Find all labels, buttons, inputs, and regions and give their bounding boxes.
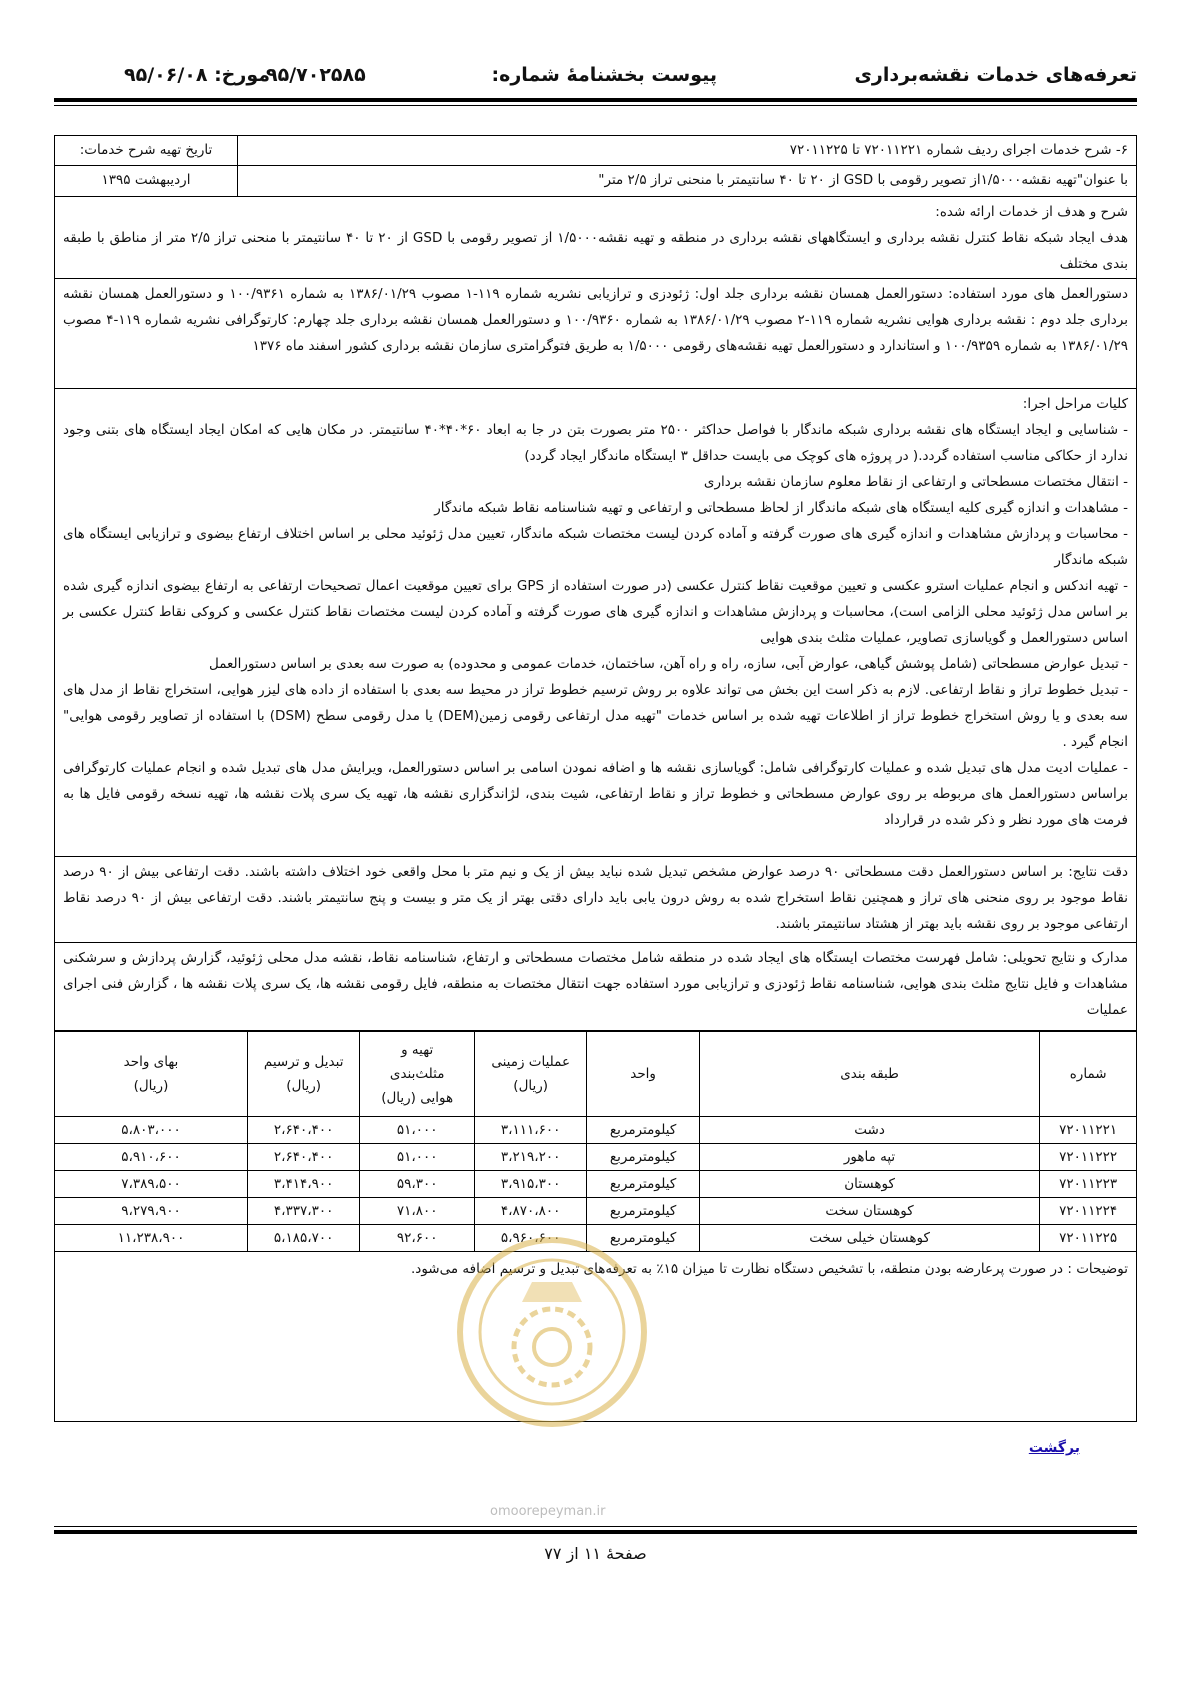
table-row (55, 1117, 1136, 1144)
row-unit: کیلومترمربع (587, 1144, 699, 1171)
table-note: توضیحات : در صورت پرعارضه بودن منطقه، با تشخیص دستگاه نظارت تا میزان ۱۵٪ به تعرفه‌های تبدیل و ترسیم اضافه می‌شود. (411, 1261, 1128, 1277)
row-convert: ۳،۴۱۴،۹۰۰ (247, 1171, 359, 1198)
service-row-range: ۶- شرح خدمات اجرای ردیف شماره ۷۲۰۱۱۲۲۱ تا ۷۲۰۱۱۲۲۵ (238, 136, 1136, 166)
instructions-text: دستورالعمل های مورد استفاده: دستورالعمل همسان نقشه برداری جلد اول: ژئودزی و ترازیابی نشریه شماره ۱۱۹-۱ مصوب ۱۳۸۶/۰۱/۲۹ به شماره ۱۰۰/۹۳۶۱ و دستورالعمل همسان نقشه برداری جلد دوم : نقشه برداری هوایی نشریه شماره ۱۱۹-۲ مصوب ۱۳۸۶/۰۱/۲۹ به شماره ۱۰۰/۹۳۶۰ و دستورالعمل همسان نقشه برداری جلد چهارم: کارتوگرافی نشریه شماره ۱۱۹-۴ مصوب ۱۳۸۶/۰۱/۲۹ به شماره ۱۰۰/۹۳۵۹ و استاندارد و دستورالعمل تهیه نقشه‌های رقومی ۱/۵۰۰۰ به طریق فتوگرامتری سازمان نقشه برداری کشور اسفند ماه ۱۳۷۶ (63, 286, 1128, 354)
col-header-ground: عملیات زمینی (ریال) (474, 1032, 586, 1117)
goal-text: هدف ایجاد شبکه نقاط کنترل نقشه برداری و ایستگاههای نقشه برداری در منطقه و تهیه نقشه۱/۵۰۰۰ از تصویر رقومی با GSD از ۲۰ تا ۴۰ سانتیمتر با منحنی تراز ۲/۵ متر از مناطق با طبقه بندی مختلف (63, 230, 1129, 272)
row-convert: ۴،۳۳۷،۳۰۰ (247, 1198, 359, 1225)
row-triangulation: ۹۲،۶۰۰ (360, 1225, 475, 1252)
page-header (54, 52, 1137, 96)
step-item: - تهیه اندکس و انجام عملیات استرو عکسی و تعیین موقعیت نقاط کنترل عکسی (در صورت استفاده از GPS برای تعیین موقعیت اعمال تصحیحات ارتفاعی به ارتفاع بیضوی اندازه گیری شده بر اساس مدل ژئوئید محلی الزامی است)، محاسبات و پردازش مشاهدات و اندازه گیری های صورت گرفته و آماده کردن لیست مختصات نقاط کنترل عکسی و کروکی نقاط کنترل عکسی بر اساس دستورالعمل و گویاسازی تصاویر، عملیات مثلث بندی هوایی (63, 578, 1129, 646)
page-number: صفحهٔ ۱۱ از ۷۷ (544, 1544, 647, 1563)
row-ground: ۳،۹۱۵،۳۰۰ (474, 1171, 586, 1198)
row-triangulation: ۵۱،۰۰۰ (360, 1117, 475, 1144)
service-title-row (55, 136, 1136, 197)
instructions-section (55, 279, 1136, 389)
header-rule-thin (54, 105, 1137, 106)
row-unit-price: ۵،۹۱۰،۶۰۰ (55, 1144, 247, 1171)
goal-title: شرح و هدف از خدمات ارائه شده: (935, 204, 1128, 220)
col-header-class: طبقه بندی (699, 1032, 1040, 1117)
row-class: تپه ماهور (699, 1144, 1040, 1171)
step-item: - شناسایی و ایجاد ایستگاه های نقشه برداری شبکه ماندگار با فواصل حداکثر ۲۵۰۰ متر بصورت بتن در جا به ابعاد ۶۰*۴۰*۴۰ سانتیمتر. در مکان هایی که امکان ایجاد ایستگاه های بتنی وجود ندارد از حکاکی مناسب استفاده گردد.( در پروژه های کوچک می بایست حداقل ۳ ایستگاه ماندگار ایجاد گردد) (63, 422, 1128, 464)
row-unit-price: ۱۱،۲۳۸،۹۰۰ (55, 1225, 247, 1252)
step-item: - تبدیل خطوط تراز و نقاط ارتفاعی. لازم به ذکر است این بخش می تواند علاوه بر روش ترسیم خطوط تراز در محیط سه بعدی با استفاده از داده های لیزر هوایی، استخراج نقاط از مدل های سه بعدی و یا روش استخراج خطوط تراز از اطلاعات تهیه شده بر اساس خدمات "تهیه مدل ارتفاعی رقومی زمین(DEM) یا مدل رقومی سطح (DSM) با استفاده از تصاویر رقومی هوایی" انجام گیرد . (63, 682, 1128, 750)
table-row (55, 1144, 1136, 1171)
circular-number: ۹۵/۷۰۲۵۸۵ (266, 64, 366, 86)
footer-rule-thick (54, 1530, 1137, 1534)
accuracy-text: دقت نتایج: بر اساس دستورالعمل دقت مسطحاتی ۹۰ درصد عوارض مشخص تبدیل شده نباید بیش از یک و نیم متر با محل واقعی خود اختلاف داشته باشند. دقت ارتفاعی بیش از ۹۰ درصد نقاط موجود بر روی منحنی های تراز و همچنین نقاط استخراج شده به روش درون یابی باید دارای دقتی بهتر از یک متر و بیست و پنج سانتیمتر باشند. دقت ارتفاعی بیش از ۹۰ درصد نقاط ارتفاعی موجود بر روی نقشه باید بهتر از هشتاد سانتیمتر باشند. (63, 864, 1129, 932)
col-header-triangulation: تهیه و مثلث‌بندی هوایی (ریال) (360, 1032, 475, 1117)
row-ground: ۳،۱۱۱،۶۰۰ (474, 1117, 586, 1144)
row-class: کوهستان سخت (699, 1198, 1040, 1225)
row-unit: کیلومترمربع (587, 1171, 699, 1198)
col-header-unit: واحد (587, 1032, 699, 1117)
step-item: - تبدیل عوارض مسطحاتی (شامل پوشش گیاهی، عوارض آبی، سازه، راه و راه آهن، ساختمان، خدمات عمومی و محدوده) به صورت سه بعدی بر اساس دستورالعمل (209, 656, 1128, 672)
col-header-unit-price: بهای واحد (ریال) (55, 1032, 247, 1117)
row-unit: کیلومترمربع (587, 1225, 699, 1252)
header-rule-thick (54, 98, 1137, 102)
row-unit: کیلومترمربع (587, 1198, 699, 1225)
row-unit: کیلومترمربع (587, 1117, 699, 1144)
circular-date: مورخ: ۹۵/۰۶/۰۸ (124, 64, 270, 86)
deliverables-text: مدارک و نتایج تحویلی: شامل فهرست مختصات ایستگاه های ایجاد شده در منطقه شامل مختصات مسطحاتی و ارتفاع، شناسنامه نقاط، نقشه مدل محلی ژئوئید، گزارش پردازش و سرشکنی مشاهدات و فایل نتایج مثلث بندی هوایی، شناسنامه نقاط ژئودزی و ترازیابی مورد استفاده جهت انتقال مختصات به منطقه، فایل رقومی نقشه ها، یک سری پلات نقشه ها ، گزارش فنی اجرای عملیات (63, 950, 1128, 1018)
service-subject: با عنوان"تهیه نقشه۱/۵۰۰۰از تصویر رقومی با GSD از ۲۰ تا ۴۰ سانتیمتر با منحنی تراز ۲/۵ متر" (598, 172, 1128, 188)
table-header-row (55, 1032, 1136, 1117)
row-convert: ۲،۶۴۰،۴۰۰ (247, 1144, 359, 1171)
prep-date-value: اردیبهشت ۱۳۹۵ (101, 172, 191, 188)
service-title-cell (237, 136, 1136, 196)
step-item: - مشاهدات و اندازه گیری کلیه ایستگاه های شبکه ماندگار از لحاظ مسطحاتی و ارتفاعی و تهیه شناسنامه نقاط شبکه ماندگار (434, 500, 1128, 516)
prep-date-label: تاریخ تهیه شرح خدمات: (55, 136, 237, 166)
step-item: - عملیات ادیت مدل های تبدیل شده و عملیات کارتوگرافی شامل: گویاسازی نقشه ها و اضافه نمودن اسامی بر اساس دستورالعمل، ویرایش مدل های تبدیل شده و انجام عملیات کارتوگرافی براساس دستورالعمل های مربوطه بر روی عوارض مسطحاتی و خطوط تراز و نقاط ارتفاعی، شیت بندی، لژاندگزاری نقشه ها، تهیه یک سری پلات نقشه ها، تهیه نسخه رقومی فایل ها به فرمت های مورد نظر و ذکر شده در قرارداد (63, 760, 1128, 828)
col-header-convert: تبدیل و ترسیم (ریال) (247, 1032, 359, 1117)
row-ground: ۴،۸۷۰،۸۰۰ (474, 1198, 586, 1225)
row-convert: ۵،۱۸۵،۷۰۰ (247, 1225, 359, 1252)
document-title: تعرفه‌های خدمات نقشه‌برداری (854, 64, 1137, 86)
row-unit-price: ۹،۲۷۹،۹۰۰ (55, 1198, 247, 1225)
col-header-number: شماره (1040, 1032, 1136, 1117)
row-triangulation: ۵۹،۳۰۰ (360, 1171, 475, 1198)
seal-watermark-icon (452, 1232, 652, 1432)
prep-date-cell (55, 136, 237, 196)
deliverables-section (55, 943, 1136, 1031)
goal-section (55, 197, 1136, 279)
row-class: کوهستان خیلی سخت (699, 1225, 1040, 1252)
circular-label: پیوست بخشنامهٔ شماره: (491, 64, 717, 86)
steps-section (55, 389, 1136, 857)
row-unit-price: ۷،۳۸۹،۵۰۰ (55, 1171, 247, 1198)
row-class: دشت (699, 1117, 1040, 1144)
row-triangulation: ۵۱،۰۰۰ (360, 1144, 475, 1171)
row-triangulation: ۷۱،۸۰۰ (360, 1198, 475, 1225)
row-convert: ۲،۶۴۰،۴۰۰ (247, 1117, 359, 1144)
row-number: ۷۲۰۱۱۲۲۳ (1040, 1171, 1136, 1198)
accuracy-section (55, 857, 1136, 943)
site-watermark: omoorepeyman.ir (490, 1504, 606, 1519)
row-class: کوهستان (699, 1171, 1040, 1198)
row-number: ۷۲۰۱۱۲۲۱ (1040, 1117, 1136, 1144)
tariff-table (55, 1031, 1136, 1252)
service-description-frame (54, 135, 1137, 1422)
row-number: ۷۲۰۱۱۲۲۲ (1040, 1144, 1136, 1171)
back-link[interactable]: برگشت (1028, 1440, 1080, 1456)
row-ground: ۳،۲۱۹،۲۰۰ (474, 1144, 586, 1171)
table-row (55, 1171, 1136, 1198)
row-unit-price: ۵،۸۰۳،۰۰۰ (55, 1117, 247, 1144)
step-item: - انتقال مختصات مسطحاتی و ارتفاعی از نقاط معلوم سازمان نقشه برداری (703, 474, 1128, 490)
footer-rule-thin (54, 1526, 1137, 1527)
row-number: ۷۲۰۱۱۲۲۴ (1040, 1198, 1136, 1225)
step-item: - محاسبات و پردازش مشاهدات و اندازه گیری های صورت گرفته و آماده کردن لیست مختصات شبکه ماندگار، تعیین مدل ژئوئید محلی بر اساس اختلاف ارتفاع بیضوی و ترازیابی ایستگاه های شبکه ماندگار (63, 526, 1128, 568)
table-row (55, 1198, 1136, 1225)
steps-title: کلیات مراحل اجرا: (1022, 396, 1128, 412)
row-number: ۷۲۰۱۱۲۲۵ (1040, 1225, 1136, 1252)
row-ground: ۵،۹۶۰،۶۰۰ (474, 1225, 586, 1252)
